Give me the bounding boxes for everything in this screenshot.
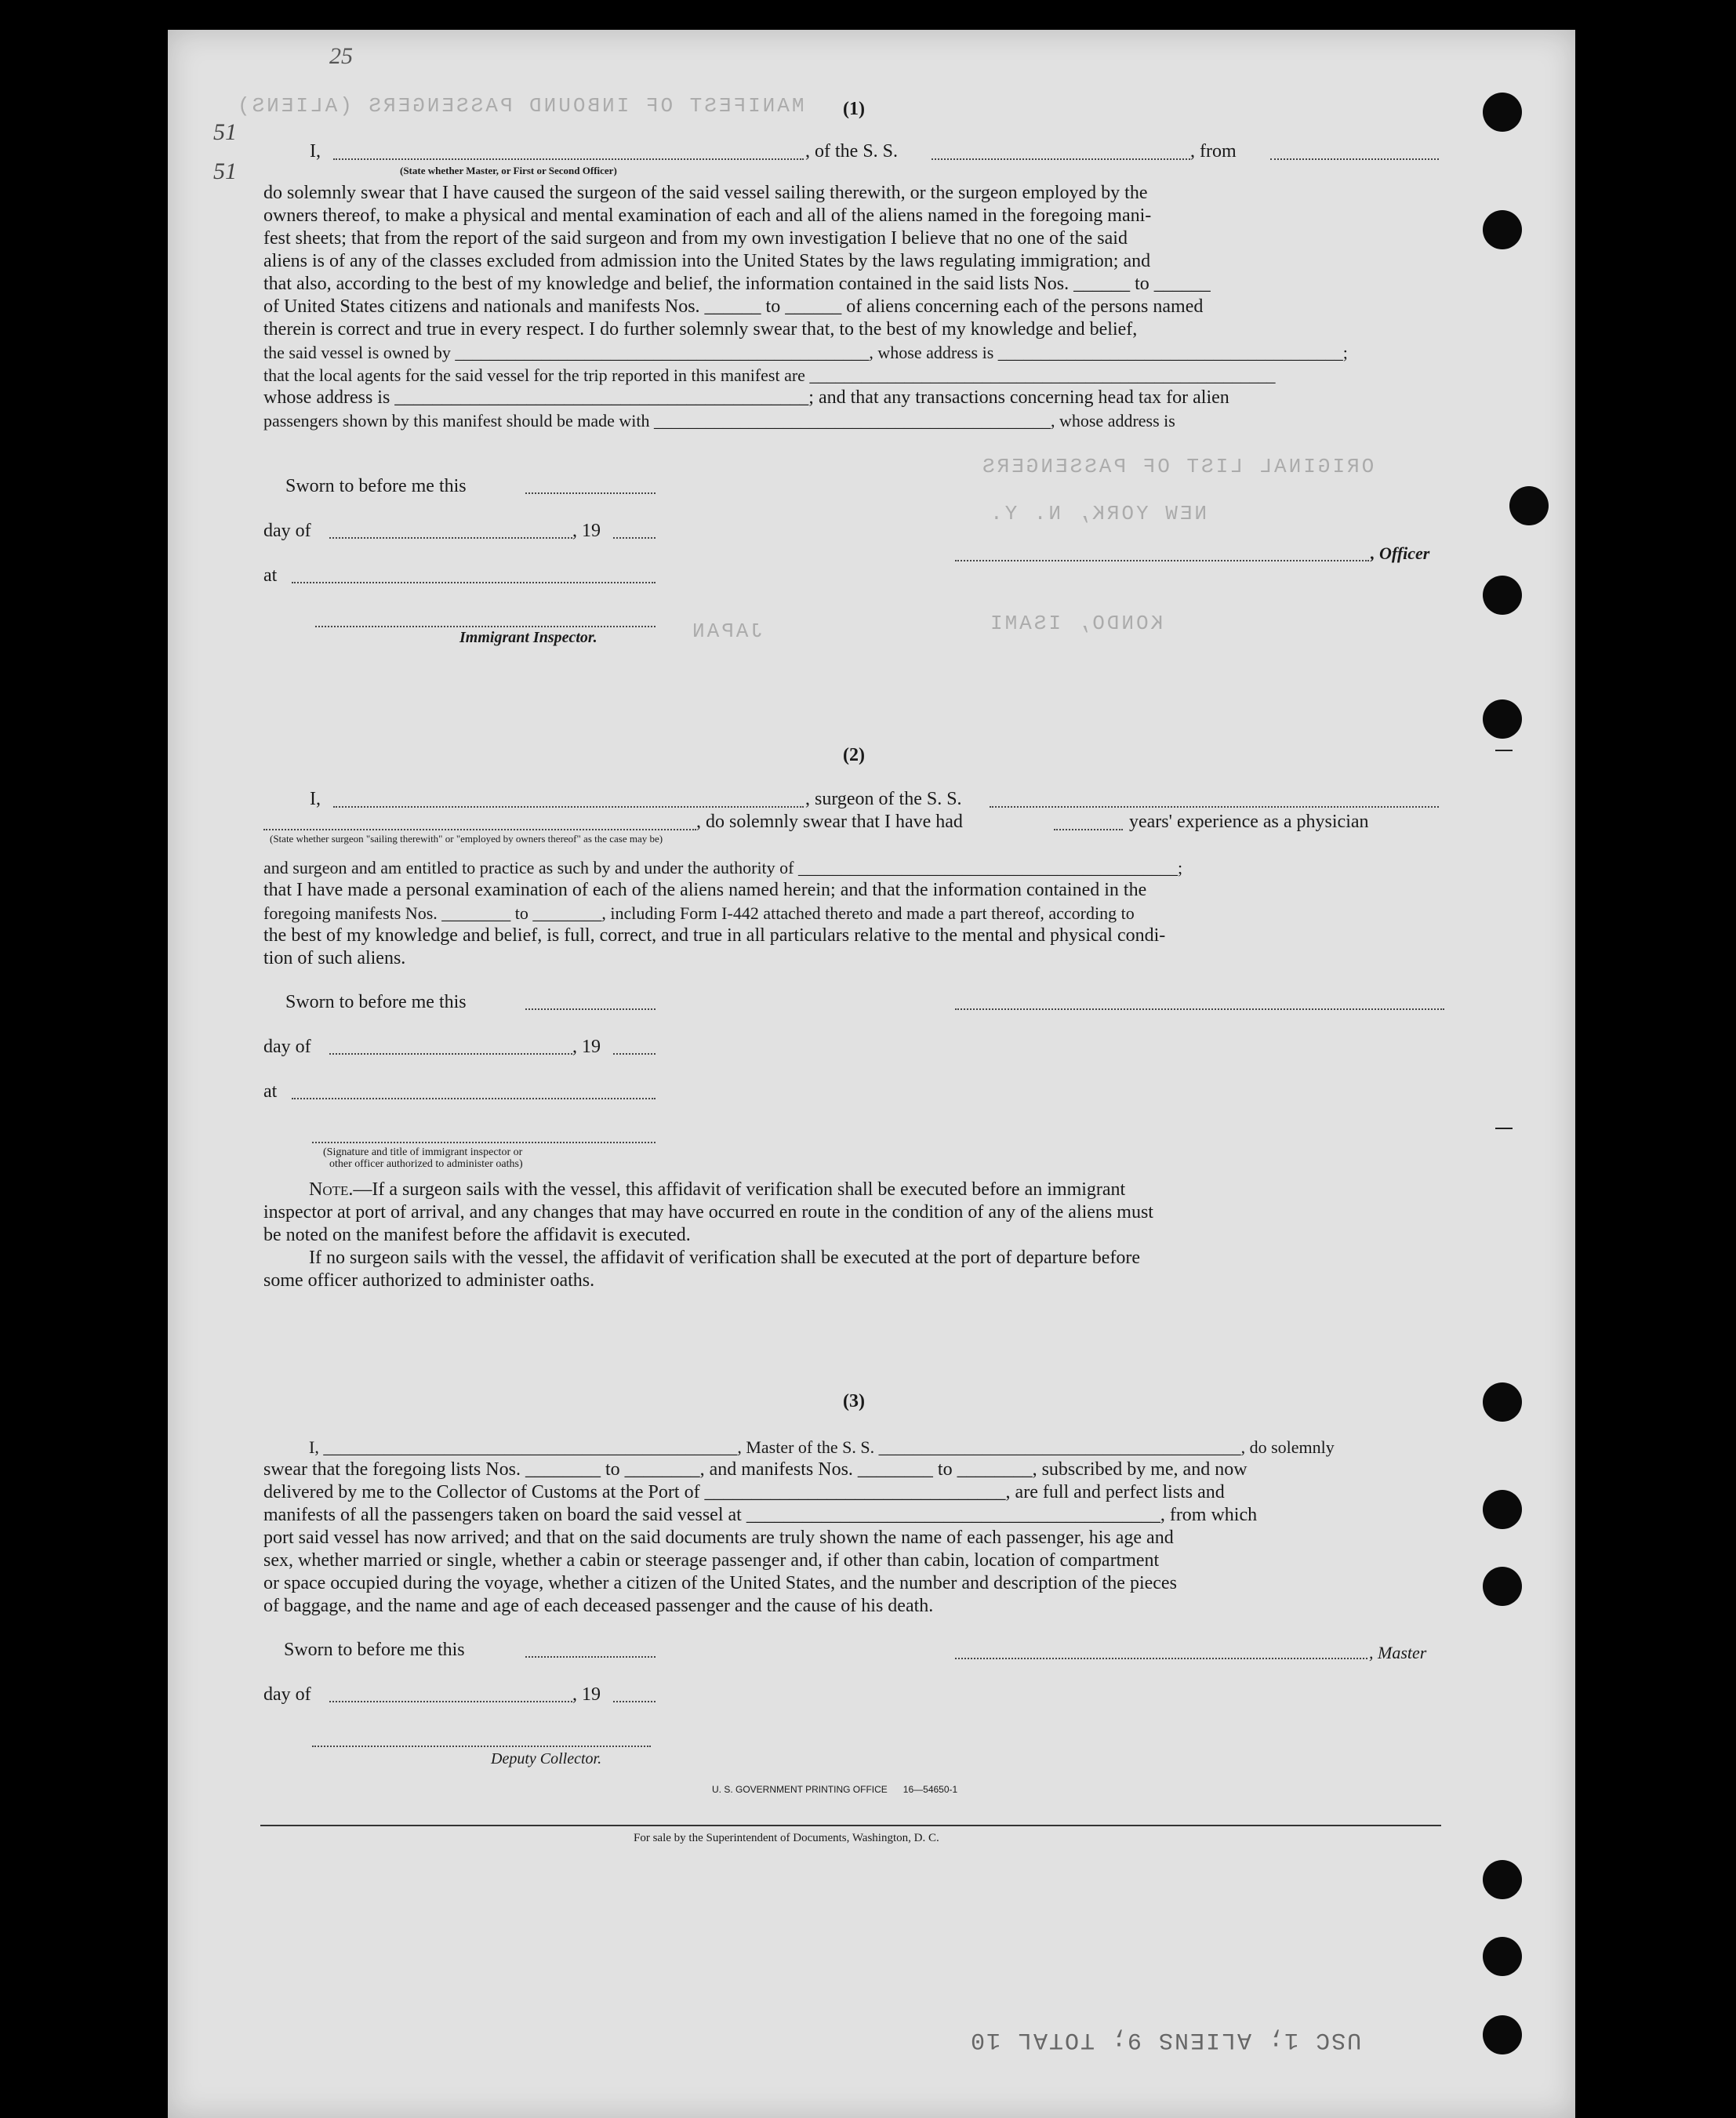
- bleed-through-text: JAPAN: [690, 619, 764, 643]
- day-of-label: day of: [263, 1037, 311, 1057]
- at-label: at: [263, 1081, 278, 1102]
- surgeon-status-field[interactable]: [263, 827, 696, 830]
- note-label: Note.: [309, 1179, 354, 1200]
- bleed-through-text: NEW YORK, N. Y.: [988, 502, 1208, 525]
- year-field[interactable]: [613, 1052, 656, 1055]
- year-field[interactable]: [613, 536, 656, 539]
- section-heading: (1): [843, 99, 865, 119]
- sworn-date-field[interactable]: [525, 1007, 656, 1010]
- body-line: swear that the foregoing lists Nos. ________ to ________, and manifests Nos. ________ to ________, subscribed by me, and now: [263, 1459, 1248, 1480]
- note-text: —If a surgeon sails with the vessel, this affidavit of verification shall be executed before an immigrant: [353, 1179, 1126, 1200]
- sale-notice: For sale by the Superintendent of Documents, Washington, D. C.: [634, 1832, 939, 1844]
- body-line: sex, whether married or single, whether a cabin or steerage passenger and, if other than cabin, location of compartment: [263, 1550, 1160, 1571]
- years-experience-label: years' experience as a physician: [1129, 812, 1369, 832]
- punch-hole: [1509, 486, 1549, 525]
- body-line: that also, according to the best of my knowledge and belief, the information contained in the said lists Nos. ______ to ______: [263, 274, 1211, 294]
- note-line: some officer authorized to administer oaths.: [263, 1270, 595, 1291]
- signature-note: (Signature and title of immigrant inspector or: [323, 1146, 523, 1158]
- printing-office-imprint: U. S. GOVERNMENT PRINTING OFFICE 16—54650-1: [712, 1784, 958, 1795]
- punch-hole: [1483, 210, 1522, 249]
- body-line: owners thereof, to make a physical and mental examination of each and all of the aliens named in the foregoing mani-: [263, 205, 1152, 226]
- margin-mark: 51: [213, 158, 237, 184]
- bleed-through-text: MANIFEST OF INBOUND PASSENGERS (ALIENS): [235, 94, 804, 118]
- at-place-field[interactable]: [292, 1096, 656, 1099]
- year-label: , 19: [572, 521, 601, 541]
- day-of-field[interactable]: [329, 536, 572, 539]
- note-line: If no surgeon sails with the vessel, the affidavit of verification shall be executed at the port of departure before: [309, 1248, 1141, 1268]
- day-of-field[interactable]: [329, 1052, 572, 1055]
- footer-rule: [260, 1825, 1441, 1826]
- from-port-field[interactable]: [1270, 157, 1439, 160]
- signature-note: other officer authorized to administer oaths): [329, 1158, 523, 1170]
- officer-name-field[interactable]: [333, 157, 804, 160]
- year-field[interactable]: [613, 1699, 656, 1702]
- surgeon-of-ss-label: , surgeon of the S. S.: [805, 789, 962, 809]
- margin-tick: [1495, 1128, 1513, 1129]
- punch-hole: [1483, 1382, 1522, 1422]
- section-1-master-affidavit: [263, 99, 1444, 120]
- inspector-label: Immigrant Inspector.: [459, 629, 597, 646]
- corner-number: 25: [329, 43, 353, 69]
- body-line: fest sheets; that from the report of the said surgeon and from my own investigation I believe that no one of the said: [263, 228, 1128, 249]
- swear-had-label: , do solemnly swear that I have had: [696, 812, 963, 832]
- officer-label: , Officer: [1371, 543, 1430, 563]
- margin-mark: 51: [213, 119, 237, 145]
- punch-hole: [1483, 1567, 1522, 1606]
- body-line: and surgeon and am entitled to practice as such by and under the authority of ____________________________________________;: [263, 858, 1183, 877]
- footer-stamp: USC 1; ALIENS 9; TOTAL 10: [969, 2026, 1362, 2053]
- body-line: I, ________________________________________________, Master of the S. S. __________________________________________, do solemnly: [309, 1437, 1335, 1457]
- sworn-label: Sworn to before me this: [284, 1640, 465, 1660]
- section-2-body: [263, 856, 1444, 970]
- officer-signature-line[interactable]: [955, 558, 1369, 561]
- from-label: , from: [1190, 141, 1237, 162]
- body-line: tion of such aliens.: [263, 948, 406, 968]
- surgeon-name-field[interactable]: [333, 805, 804, 808]
- master-signature-line[interactable]: [955, 1656, 1367, 1659]
- collector-label: Deputy Collector.: [491, 1750, 602, 1767]
- officer-note: (State whether Master, or First or Second Officer): [400, 165, 617, 176]
- body-line: port said vessel has now arrived; and that on the said documents are truly shown the name of each passenger, his age and: [263, 1528, 1174, 1548]
- section-heading: (3): [843, 1391, 865, 1411]
- sworn-date-field[interactable]: [525, 1655, 656, 1658]
- day-of-field[interactable]: [329, 1699, 572, 1702]
- body-line: that the local agents for the said vessel for the trip reported in this manifest are ______________________________________________________: [263, 365, 1276, 385]
- sworn-label: Sworn to before me this: [285, 476, 467, 496]
- body-line: or space occupied during the voyage, whether a citizen of the United States, and the number and description of the pieces: [263, 1573, 1177, 1593]
- body-line: the best of my knowledge and belief, is full, correct, and true in all particulars relative to the mental and physical condi-: [263, 925, 1166, 946]
- body-line: of United States citizens and nationals and manifests Nos. ______ to ______ of aliens concerning each of the persons named: [263, 296, 1204, 317]
- body-line: aliens is of any of the classes excluded from admission into the United States by the laws regulating immigration; and: [263, 251, 1151, 271]
- at-label: at: [263, 565, 278, 586]
- years-experience-field[interactable]: [1054, 827, 1123, 830]
- collector-signature-line[interactable]: [312, 1744, 651, 1747]
- punch-hole: [1483, 1860, 1522, 1899]
- section-heading: (2): [843, 745, 865, 765]
- affiant-label: I,: [310, 789, 321, 809]
- body-line: passengers shown by this manifest should be made with ______________________________________________, whose address is: [263, 411, 1175, 431]
- section-3-body: [263, 1436, 1444, 1618]
- punch-hole: [1483, 576, 1522, 615]
- punch-hole: [1483, 93, 1522, 132]
- note-line: [263, 1179, 1444, 1201]
- body-line: of baggage, and the name and age of each deceased passenger and the cause of his death.: [263, 1596, 934, 1616]
- surgeon-note: (State whether surgeon "sailing therewith" or "employed by owners thereof" as the case may be): [270, 833, 663, 845]
- body-line: the said vessel is owned by ________________________________________________, whose address is ________________________________________;: [263, 343, 1348, 362]
- vessel-name-field[interactable]: [932, 157, 1190, 160]
- of-ss-label: , of the S. S.: [805, 141, 899, 162]
- surgeon-vessel-field[interactable]: [990, 805, 1439, 808]
- bleed-through-text: ORIGINAL LIST OF PASSENGERS: [980, 455, 1375, 478]
- bleed-through-text: KONDO, ISAMI: [988, 612, 1164, 635]
- sworn-label: Sworn to before me this: [285, 992, 467, 1012]
- inspector-signature-line[interactable]: [312, 1140, 656, 1143]
- body-line: therein is correct and true in every respect. I do further solemnly swear that, to the best of my knowledge and belief,: [263, 319, 1138, 340]
- section-1-body: [263, 182, 1444, 432]
- affiant-label: I,: [310, 141, 321, 162]
- punch-hole: [1483, 1937, 1522, 1976]
- body-line: do solemnly swear that I have caused the surgeon of the said vessel sailing therewith, or the surgeon employed by the: [263, 183, 1148, 203]
- punch-hole: [1483, 1490, 1522, 1529]
- body-line: manifests of all the passengers taken on board the said vessel at ____________________________________________, from which: [263, 1505, 1258, 1525]
- body-line: whose address is ____________________________________________; and that any transactions concerning head tax for alien: [263, 387, 1229, 408]
- section-3-collector-affidavit: [263, 1391, 1444, 1412]
- day-of-label: day of: [263, 521, 311, 541]
- punch-hole: [1483, 699, 1522, 739]
- year-label: , 19: [572, 1037, 601, 1057]
- note-line: be noted on the manifest before the affidavit is executed.: [263, 1225, 691, 1245]
- note-line: inspector at port of arrival, and any changes that may have occurred en route in the condition of any of the aliens must: [263, 1202, 1153, 1222]
- section-2-surgeon-affidavit: [263, 745, 1444, 766]
- margin-tick: [1495, 750, 1513, 751]
- note-block: [263, 1179, 1444, 1292]
- sworn-date-field[interactable]: [525, 491, 656, 494]
- surgeon-signature-line[interactable]: [955, 1007, 1444, 1010]
- punch-hole: [1483, 2015, 1522, 2054]
- master-label: , Master: [1369, 1643, 1427, 1662]
- body-line: that I have made a personal examination of each of the aliens named herein; and that the information contained in the: [263, 880, 1147, 900]
- day-of-label: day of: [263, 1684, 311, 1705]
- at-place-field[interactable]: [292, 580, 656, 583]
- body-line: delivered by me to the Collector of Customs at the Port of ________________________________, are full and perfect lists and: [263, 1482, 1225, 1502]
- inspector-signature-line[interactable]: [315, 624, 656, 627]
- year-label: , 19: [572, 1684, 601, 1705]
- body-line: foregoing manifests Nos. ________ to ________, including Form I-442 attached thereto and made a part thereof, according to: [263, 903, 1135, 923]
